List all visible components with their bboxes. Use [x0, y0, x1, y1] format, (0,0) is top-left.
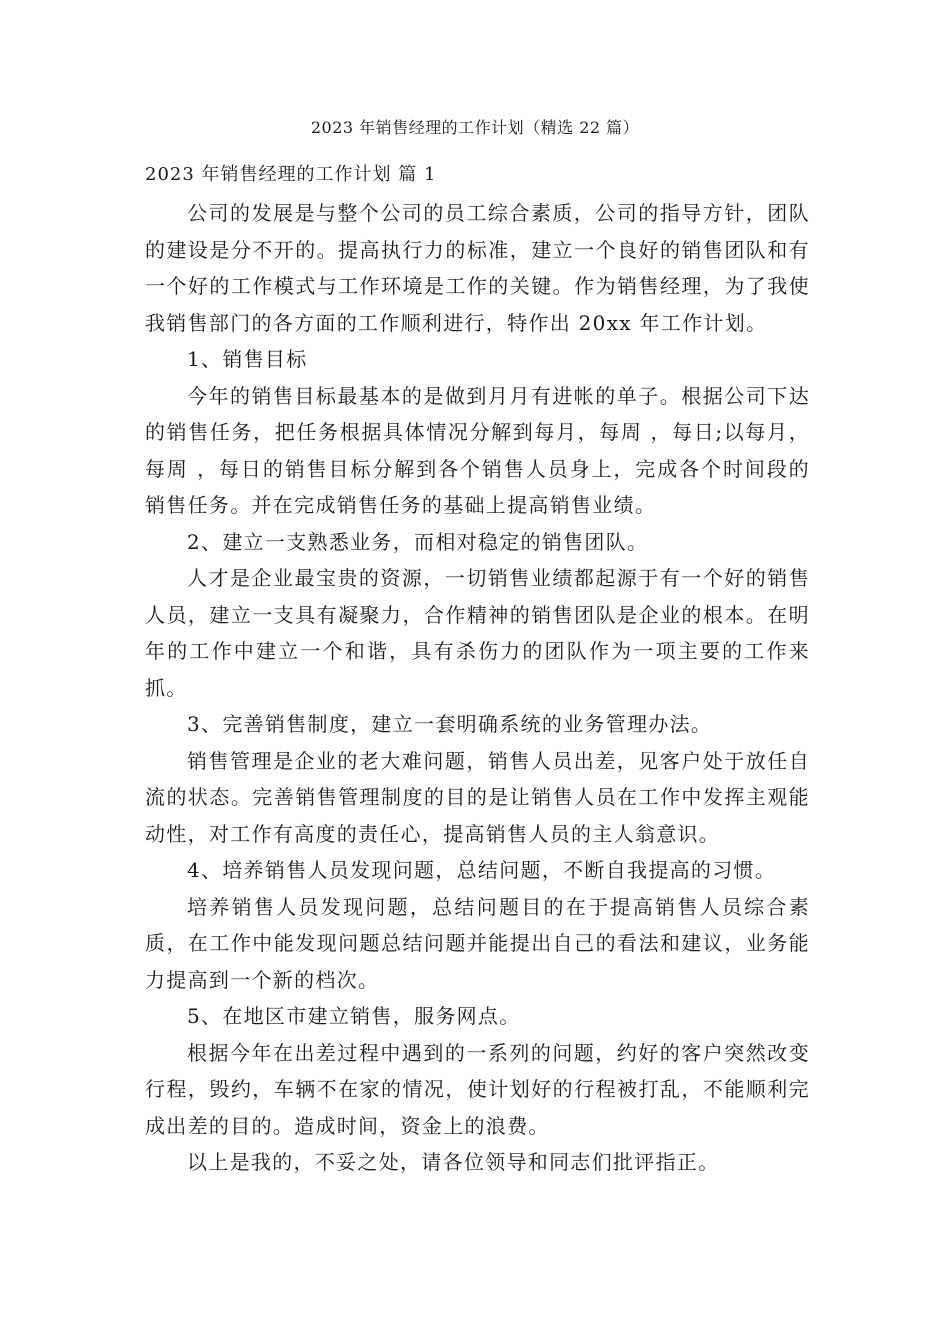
item-paragraph-2: 人才是企业最宝贵的资源，一切销售业绩都起源于有一个好的销售人员，建立一支具有凝聚力，合作精神的销售团队是企业的根本。在明年的工作中建立一个和谐，具有杀伤力的团队作为一项主要的工作来抓。: [145, 566, 810, 700]
item-heading-3: 3、完善销售制度，建立一套明确系统的业务管理办法。: [187, 712, 713, 736]
section-heading: 2023 年销售经理的工作计划 篇 1: [145, 164, 437, 185]
closing-paragraph: 以上是我的，不妥之处，请各位领导和同志们批评指正。: [187, 1150, 720, 1174]
document-title: 2023 年销售经理的工作计划（精选 22 篇）: [310, 118, 640, 137]
intro-paragraph: 公司的发展是与整个公司的员工综合素质，公司的指导方针，团队的建设是分不开的。提高执行力的标准，建立一个良好的销售团队和有一个好的工作模式与工作环境是工作的关键。作为销售经理，为了我使我销售部门的各方面的工作顺利进行，特作出 20xx 年工作计划。: [145, 201, 810, 335]
item-heading-1: 1、销售目标: [187, 347, 308, 371]
item-heading-2: 2、建立一支熟悉业务，而相对稳定的销售团队。: [187, 529, 649, 554]
item-paragraph-5: 根据今年在出差过程中遇到的一系列的问题，约好的客户突然改变行程，毁约，车辆不在家的情况，使计划好的行程被打乱，不能顺利完成出差的目的。造成时间，资金上的浪费。: [145, 1040, 810, 1138]
item-paragraph-4: 培养销售人员发现问题，总结问题目的在于提高销售人员综合素质，在工作中能发现问题总结问题并能提出自己的看法和建议，业务能力提高到一个新的档次。: [145, 894, 810, 992]
item-heading-5: 5、在地区市建立销售，服务网点。: [187, 1004, 521, 1028]
document-body: [145, 195, 810, 1181]
item-heading-4: 4、培养销售人员发现问题，总结问题，不断自我提高的习惯。: [187, 858, 777, 882]
item-paragraph-3: 销售管理是企业的老大难问题，销售人员出差，见客户处于放任自流的状态。完善销售管理制度的目的是让销售人员在工作中发挥主观能动性，对工作有高度的责任心，提高销售人员的主人翁意识。: [145, 748, 810, 846]
item-paragraph-1: 今年的销售目标最基本的是做到月月有进帐的单子。根据公司下达的销售任务，把任务根据具体情况分解到每月，每周 ，每日;以每月，每周 ，每日的销售目标分解到各个销售人员身上，完成各个时间段的销售任务。并在完成销售任务的基础上提高销售业绩。: [145, 383, 810, 517]
